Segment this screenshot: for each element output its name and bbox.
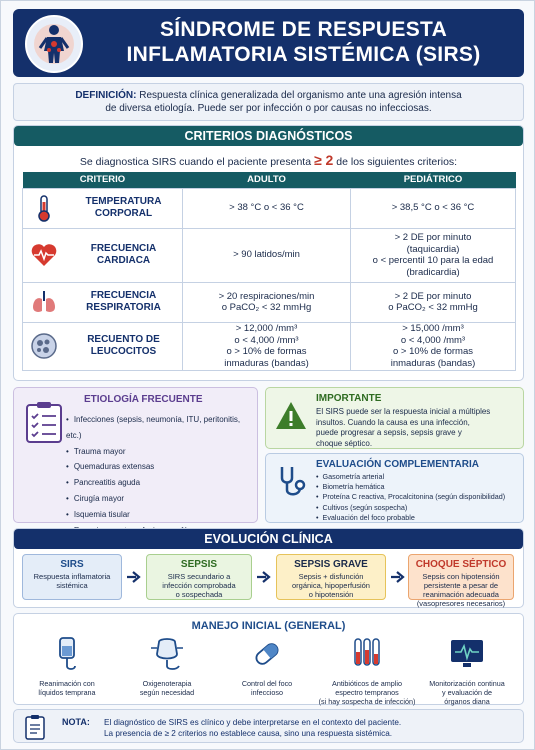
stage-line: reanimación adecuada [423,590,499,599]
table-row [23,282,516,322]
arrow-right-icon [257,571,271,583]
table-row [23,322,516,370]
definition-text-2: de diversa etiología. Puede ser por infección o por causas no infecciosas. [105,103,432,114]
management-line: y evaluación de [442,688,492,697]
adult-value-line: inmaduras (bandas) [224,357,309,369]
list-item: • Pancreatitis aguda [66,475,257,491]
criterion-name-line-1: FRECUENCIA [90,243,157,254]
criteria-intro-before: Se diagnostica SIRS cuando el paciente presenta [79,156,312,168]
list-item: • Isquemia tisular [66,507,257,523]
definition-label: DEFINICIÓN: [75,90,137,101]
management-line: infeccioso [251,688,283,697]
stage-line: sistémica [56,581,88,590]
stage-line: o sospechada [175,590,223,599]
criterion-name-line-1: RECUENTO DE [87,334,160,345]
management-line: Oxigenoterapia [142,679,192,688]
important-line: El SIRS puede ser la respuesta inicial a múltiples [316,407,491,416]
criteria-intro [14,152,523,168]
important-line: puede progresar a sepsis, sepsis grave y [316,428,462,437]
pediatric-value-line: (bradicardia) [406,266,460,278]
title-line-2: INFLAMATORIA SISTÉMICA (SIRS) [126,43,481,66]
management-line: órganos diana [444,697,490,706]
clipboard-icon [24,714,46,740]
pediatric-value-line: > 15,000 /mm³ [402,323,464,334]
management-item [118,636,216,697]
management-title: MANEJO INICIAL (GENERAL) [191,620,346,632]
list-item: • Quemaduras extensas [66,459,257,475]
etiology-box [13,387,258,523]
list-item: • Cirugía mayor [66,491,257,507]
stage-line: persistente a pesar de [423,581,499,590]
pediatric-value-line: o > 10% de formas [392,346,473,357]
stage-title: SEPSIS [180,559,218,570]
stage-title: SEPSIS GRAVE [294,559,368,570]
management-line: Control del foco [241,679,293,688]
evaluation-list [316,472,505,523]
important-line: choque séptico. [316,438,373,448]
table-row [23,228,516,282]
lungs-icon [29,287,59,317]
list-item: • Biometría hemática [316,482,505,492]
stage-choque-septico [408,554,514,608]
adult-value-line: > 38 °C o < 36 °C [229,202,304,214]
pediatric-value-line: > 2 DE por minuto [394,232,472,243]
test-tubes-icon [347,636,387,672]
criteria-title: CRITERIOS DIAGNÓSTICOS [14,126,523,146]
oxygen-mask-icon [147,636,187,672]
adult-value [183,282,351,322]
list-item: • Evaluación del foco probable [316,513,505,523]
clipboard-checklist-icon [24,400,64,444]
stage-line: infección comprobada [162,581,236,590]
criterion-name-line-2: CORPORAL [94,208,153,219]
page-title [93,17,514,67]
stethoscope-icon [276,464,306,500]
note-box [13,709,524,743]
pediatric-value-line: (taquicardia) [406,243,460,255]
important-text [316,407,517,449]
evaluation-box [265,453,524,523]
management-line: Antibióticos de amplio [332,679,402,688]
pediatric-value-line: > 2 DE por minuto [394,290,472,302]
title-line-1: SÍNDROME DE RESPUESTA [159,18,448,41]
list-item: • Proteína C reactiva, Procalcitonina (según disponibilidad) [316,492,505,502]
table-row [23,188,516,228]
stage-line: SIRS secundario a [167,572,231,581]
etiology-title: ETIOLOGÍA FRECUENTE [84,394,203,405]
management-item [418,636,516,706]
criteria-table [22,172,516,371]
important-box [265,387,524,449]
note-line: El diagnóstico de SIRS es clínico y debe interpretarse en el contexto del paciente. [104,718,402,727]
list-item: • Trauma mayor [66,444,257,460]
criterion-name-line-1: FRECUENCIA [90,290,157,301]
leukocyte-icon [29,331,59,361]
management-item [218,636,316,697]
management-panel [13,613,524,705]
adult-value-line: o PaCO₂ < 32 mmHg [221,302,312,313]
stage-line: (vasopresores necesarios) [416,599,506,608]
criterion-name-line-2: RESPIRATORIA [86,302,161,313]
adult-value-line: o > 10% de formas [226,346,307,357]
etiology-list [66,412,257,538]
list-item: • Infecciones (sepsis, neumonía, ITU, peritonitis, etc.) [66,412,257,444]
evolution-title: EVOLUCIÓN CLÍNICA [14,529,523,549]
management-line: según necesidad [139,688,195,697]
stage-line: Sepsis con hipotensión [422,572,500,581]
stage-line: orgánica, hipoperfusión [292,581,370,590]
stage-line: Sepsis + disfunción [298,572,364,581]
pediatric-value-line: o PaCO₂ < 32 mmHg [388,302,478,313]
list-item: • Cultivos (según sospecha) [316,503,505,513]
warning-icon [274,399,308,433]
pediatric-value [351,188,516,228]
management-line: (si hay sospecha de infección) [318,697,416,706]
adult-value-line: > 90 latidos/min [233,249,300,261]
arrow-right-icon [391,571,405,583]
adult-value-line: > 12,000 /mm³ [235,323,298,334]
evolution-panel [13,528,524,608]
pediatric-value-line: inmaduras (bandas) [390,357,476,369]
stage-title: SIRS [60,559,84,570]
pediatric-value-line: o < 4,000 /mm³ [400,334,466,346]
column-header-pediatrico: PEDIÁTRICO [351,172,516,188]
adult-value-line: > 20 respiraciones/min [218,290,315,302]
management-line: Reanimación con [39,679,95,688]
stage-line: Respuesta inflamatoria [33,572,111,581]
management-line: Monitorización continua [429,679,505,688]
stage-sepsis-grave [276,554,386,600]
adult-value [183,322,351,370]
important-title: IMPORTANTE [316,393,382,404]
management-item [318,636,416,706]
criteria-panel [13,125,524,381]
pediatric-value-line: > 38,5 °C o < 36 °C [391,202,475,214]
pediatric-value [351,282,516,322]
column-header-criterio: CRITERIO [23,172,183,188]
important-line: insultos. Cuando la causa es una infección, [316,417,470,427]
management-item [18,636,116,697]
column-header-adulto: ADULTO [183,172,351,188]
stage-sirs [22,554,122,600]
adult-value [183,188,351,228]
header-banner [13,9,524,77]
note-line: La presencia de ≥ 2 criterios no establece causa, sino una respuesta sistémica. [104,729,393,738]
list-item: • Gasometría arterial [316,472,505,482]
pediatric-value-line: o < percentil 10 para la edad [372,255,494,266]
criteria-intro-after: de los siguientes criterios: [336,156,458,168]
iv-bag-icon [47,636,87,672]
thermometer-icon [29,193,59,223]
pediatric-value [351,322,516,370]
management-line: líquidos temprana [38,688,96,697]
adult-value [183,228,351,282]
monitor-icon [447,636,487,672]
management-line: espectro tempranos [335,688,399,697]
criterion-name-line-2: LEUCOCITOS [90,346,157,357]
criteria-intro-symbol: ≥ 2 [313,152,334,168]
criterion-name-line-1: TEMPERATURA [85,196,162,207]
criterion-name-line-2: CARDIACA [96,255,151,266]
heart-icon [29,240,59,270]
human-body-inflammation-icon [25,15,83,73]
definition-text-1: Respuesta clínica generalizada del organismo ante una agresión intensa [139,90,462,101]
stage-title: CHOQUE SÉPTICO [415,559,507,570]
definition-box [13,83,524,121]
pediatric-value [351,228,516,282]
note-label: NOTA: [62,717,90,727]
stage-sepsis [146,554,252,600]
evaluation-title: EVALUACIÓN COMPLEMENTARIA [316,459,479,470]
arrow-right-icon [127,571,141,583]
pill-icon [247,636,287,672]
note-text [104,717,401,739]
stage-line: o hipotensión [308,590,354,599]
adult-value-line: o < 4,000 /mm³ [234,334,299,346]
